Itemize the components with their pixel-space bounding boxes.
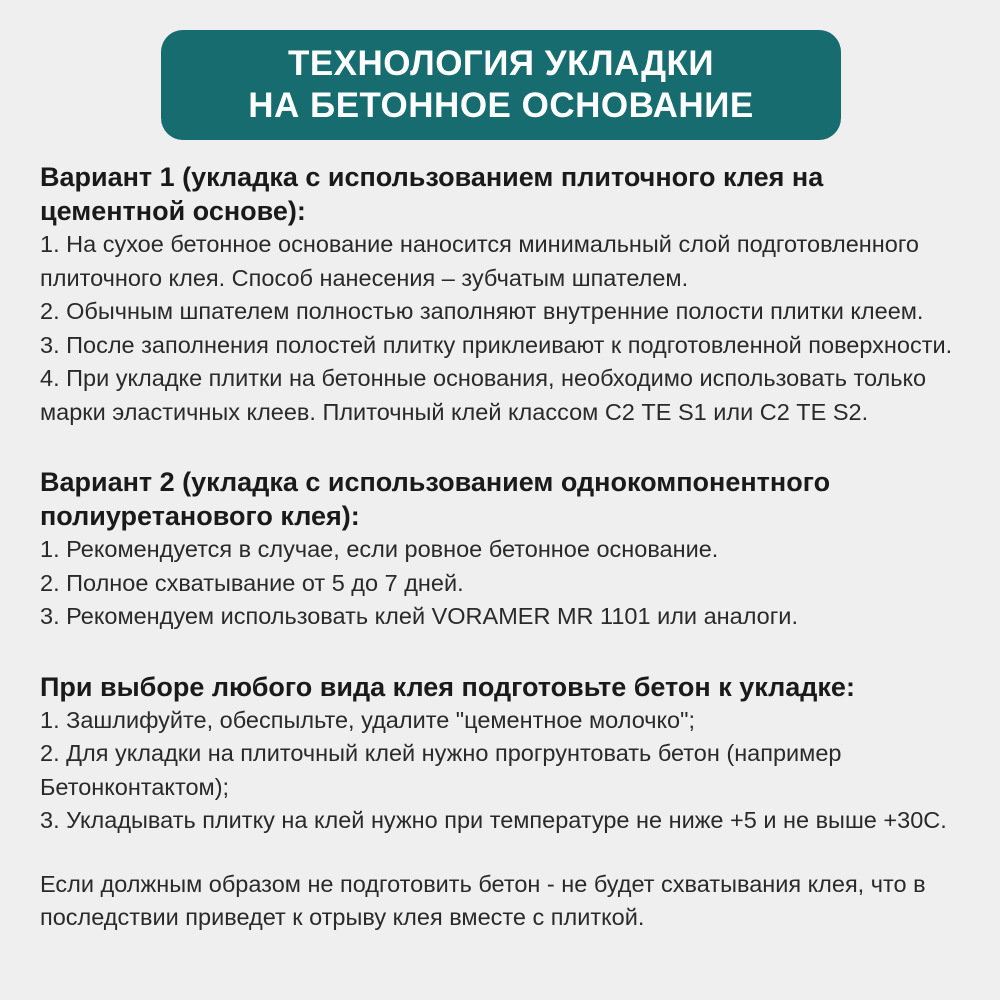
variant-2-step-3: 3. Рекомендуем использовать клей VORAMER MR 1101 или аналоги. bbox=[40, 603, 798, 629]
preparation-step-2: 2. Для укладки на плиточный клей нужно прогрунтовать бетон (например Бетонконтактом); bbox=[40, 740, 842, 800]
section-spacer bbox=[40, 429, 970, 465]
variant-2-heading: Вариант 2 (укладка с использованием однокомпонентного полиуретанового клея): bbox=[40, 467, 831, 531]
variant-1-step-1: 1. На сухое бетонное основание наносится минимальный слой подготовленного плиточного клея. Способ нанесения – зубчатым шпателем. bbox=[40, 231, 919, 291]
preparation-step-3: 3. Укладывать плитку на клей нужно при температуре не ниже +5 и не выше +30С. bbox=[40, 807, 947, 833]
preparation-section bbox=[40, 670, 970, 838]
variant-1-step-4: 4. При укладке плитки на бетонные основания, необходимо использовать только марки эластичных клеев. Плиточный клей классом С2 TE S1 или С2 TE S2. bbox=[40, 365, 927, 425]
variant-2-step-2: 2. Полное схватывание от 5 до 7 дней. bbox=[40, 569, 464, 596]
section-spacer bbox=[40, 634, 970, 670]
preparation-step-1: 1. Зашлифуйте, обеспыльте, удалите "цементное молочко"; bbox=[40, 706, 695, 733]
title-line-1: ТЕХНОЛОГИЯ УКЛАДКИ bbox=[287, 44, 715, 83]
variant-1-step-3: 3. После заполнения полостей плитку приклеивают к подготовленной поверхности. bbox=[40, 331, 953, 358]
warning-note: Если должным образом не подготовить бетон - не будет схватывания клея, что в последствии приведет к отрыву клея вместе с плиткой. bbox=[40, 870, 926, 930]
title-line-2: НА БЕТОННОЕ ОСНОВАНИЕ bbox=[248, 86, 754, 125]
section-spacer bbox=[40, 838, 970, 868]
variant-1-step-2: 2. Обычным шпателем полностью заполняют внутренние полости плитки клеем. bbox=[40, 298, 924, 324]
variant-1-heading: Вариант 1 (укладка с использованием плиточного клея на цементной основе): bbox=[40, 162, 824, 226]
preparation-heading: При выборе любого вида клея подготовьте бетон к укладке: bbox=[40, 671, 855, 702]
variant-2-step-1: 1. Рекомендуется в случае, если ровное бетонное основание. bbox=[40, 536, 719, 562]
variant-1-section bbox=[40, 160, 970, 429]
variant-2-section bbox=[40, 465, 970, 634]
instructions-content bbox=[40, 160, 970, 935]
title-banner bbox=[161, 30, 841, 140]
